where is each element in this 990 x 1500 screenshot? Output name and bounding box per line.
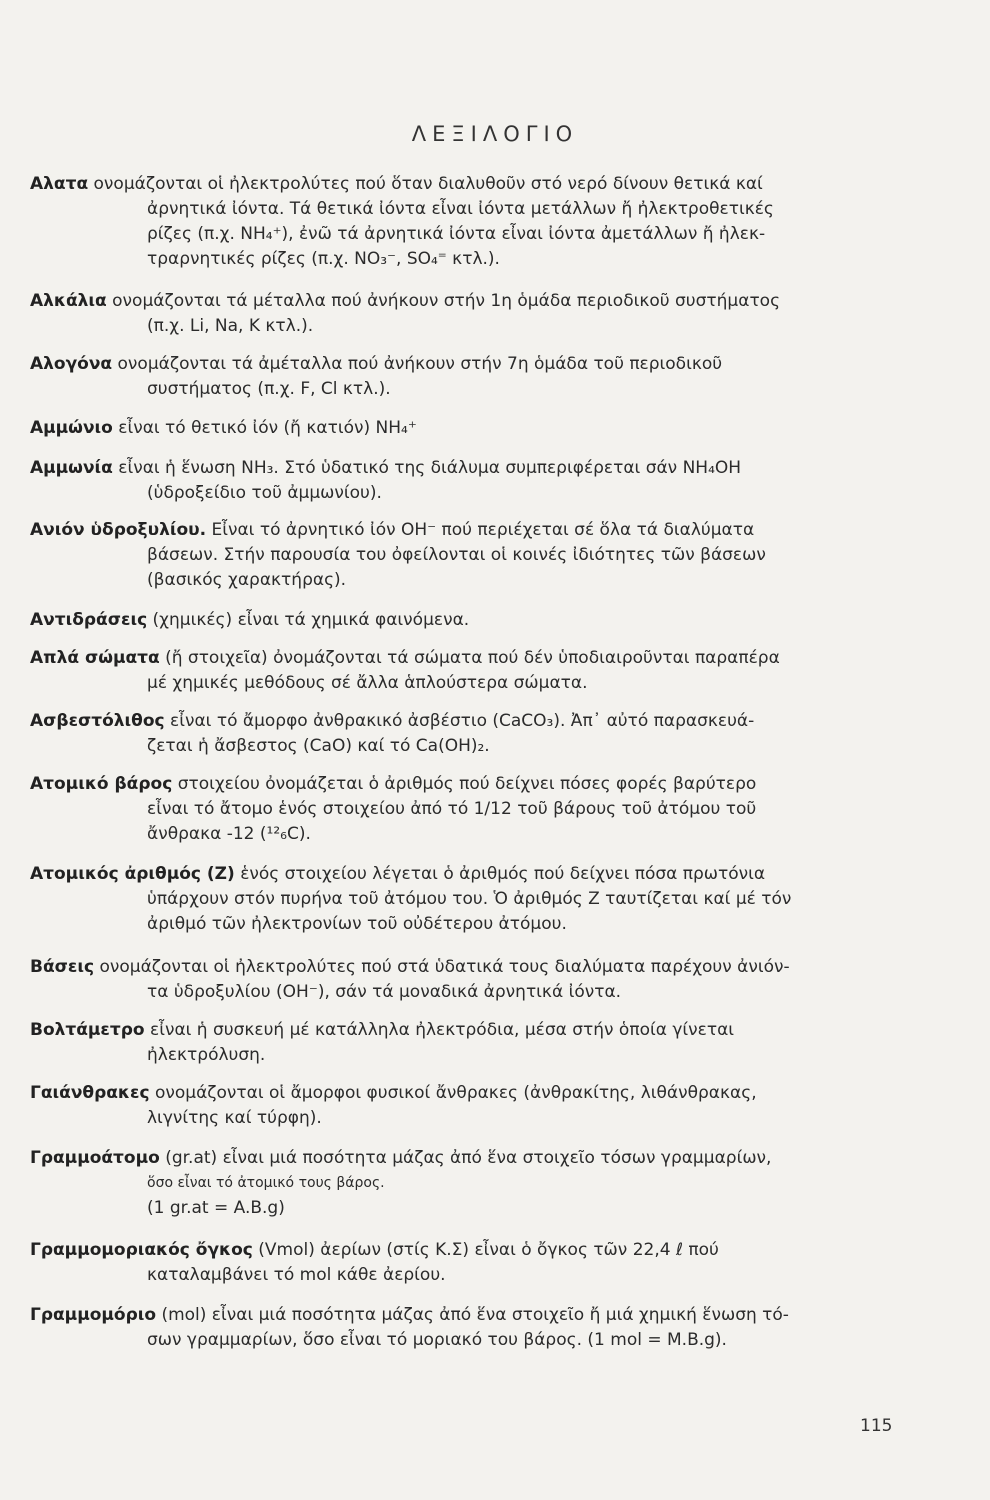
entry-term: Αλατα <box>30 174 89 194</box>
page-title: ΛΕΞΙΛΟΓΙΟ <box>411 122 579 146</box>
glossary-entry <box>30 172 830 272</box>
entry-line: εἶναι τό ἄτομο ἑνός στοιχείου ἀπό τό 1/12 τοῦ βάρους τοῦ ἀτόμου τοῦ <box>147 799 757 819</box>
entry-term: Αντιδράσεις <box>30 610 148 630</box>
entry-term: Βολτάμετρο <box>30 1020 145 1040</box>
entry-line: συστήματος (π.χ. F, Cl κτλ.). <box>147 379 391 399</box>
entry-term: Ανιόν ὑδροξυλίου. <box>30 520 207 540</box>
entry-term: Βάσεις <box>30 957 95 977</box>
entry-line: ονομάζονται οἱ ἠλεκτρολύτες πού ὅταν διαλυθοῦν στό νερό δίνουν θετικά καί <box>93 174 763 194</box>
entry-term: Αλκάλια <box>30 291 107 311</box>
entry-term: Αμμωνία <box>30 458 113 478</box>
entry-line: ἄνθρακα -12 (¹²₆C). <box>147 824 311 844</box>
entry-line: εἶναι τό ἄμορφο ἀνθρακικό ἀσβέστιο (CaCO₃). Ἀπ᾿ αὐτό παρασκευά- <box>170 711 755 731</box>
entry-term: Ασβεστόλιθος <box>30 711 165 731</box>
entry-line: ρίζες (π.χ. NH₄⁺), ἐνῶ τά ἀρνητικά ἰόντα εἶναι ἰόντα ἀμετάλλων ἤ ἠλεκ- <box>147 224 766 244</box>
entry-line: (mol) εἶναι μιά ποσότητα μάζας ἀπό ἕνα στοιχεῖο ἤ μιά χημική ἕνωση τό- <box>161 1305 789 1325</box>
glossary-entry <box>30 1238 830 1288</box>
glossary-entry <box>30 1303 830 1353</box>
entry-line: ἀρνητικά ἰόντα. Τά θετικά ἰόντα εἶναι ἰόντα μετάλλων ἤ ἠλεκτροθετικές <box>147 199 774 219</box>
entry-line: (ἤ στοιχεῖα) ὀνομάζονται τά σώματα πού δέν ὑποδιαιροῦνται παραπέρα <box>165 648 780 668</box>
entry-line: καταλαμβάνει τό mol κάθε ἀερίου. <box>147 1265 446 1285</box>
glossary-entry <box>30 1146 830 1221</box>
entry-line: εἶναι τό θετικό ἰόν (ἤ κατιόν) NH₄⁺ <box>118 418 417 438</box>
entry-line: ὑπάρχουν στόν πυρήνα τοῦ ἀτόμου του. Ὁ ἀριθμός Z ταυτίζεται καί μέ τόν <box>147 889 792 909</box>
glossary-entry <box>30 608 830 633</box>
entry-line: τραρνητικές ρίζες (π.χ. NO₃⁻, SO₄⁼ κτλ.). <box>147 249 500 269</box>
entry-line: (βασικός χαρακτήρας). <box>147 570 347 590</box>
glossary-entry <box>30 709 830 759</box>
page-number: 115 <box>860 1416 893 1436</box>
entry-line: (ὑδροξείδιο τοῦ ἀμμωνίου). <box>147 483 382 503</box>
glossary-entry <box>30 289 830 339</box>
entry-line: ζεται ἡ ἄσβεστος (CaO) καί τό Ca(OH)₂. <box>147 736 490 756</box>
entry-line: Εἶναι τό ἀρνητικό ἰόν OH⁻ πού περιέχεται σέ ὅλα τά διαλύματα <box>211 520 755 540</box>
entry-line: λιγνίτης καί τύρφη). <box>147 1108 322 1128</box>
glossary-entry <box>30 352 830 402</box>
entry-line: τα ὑδροξυλίου (OH⁻), σάν τά μοναδικά ἀρνητικά ἰόντα. <box>147 982 622 1002</box>
glossary-entry <box>30 518 830 593</box>
entry-term: Αμμώνιο <box>30 418 113 438</box>
entry-line: ὅσο εἶναι τό ἀτομικό τους βάρος. <box>147 1175 385 1191</box>
glossary-entry <box>30 955 830 1005</box>
entry-line: (1 gr.at = A.B.g) <box>147 1198 285 1218</box>
entry-term: Αλογόνα <box>30 354 113 374</box>
entry-line: ονομάζονται τά ἀμέταλλα πού ἀνήκουν στήν 7η ὁμάδα τοῦ περιοδικοῦ <box>117 354 723 374</box>
entry-line: σων γραμμαρίων, ὅσο εἶναι τό μοριακό του βάρος. (1 mol = M.B.g). <box>147 1330 727 1350</box>
glossary-entry <box>30 646 830 696</box>
entry-line: βάσεων. Στήν παρουσία του ὀφείλονται οἱ κοινές ἰδιότητες τῶν βάσεων <box>147 545 766 565</box>
entry-line: ονομάζονται οἱ ἄμορφοι φυσικοί ἄνθρακες (ἀνθρακίτης, λιθάνθρακας, <box>154 1083 757 1103</box>
entry-line: εἶναι ἡ ἕνωση NH₃. Στό ὑδατικό της διάλυμα συμπεριφέρεται σάν NH₄OH <box>118 458 742 478</box>
entry-term: Ατομικός ἀριθμός (Z) <box>30 864 235 884</box>
entry-line: στοιχείου ὀνομάζεται ὁ ἀριθμός πού δείχνει πόσες φορές βαρύτερο <box>177 774 757 794</box>
entry-line: (χημικές) εἶναι τά χημικά φαινόμενα. <box>152 610 470 630</box>
glossary-entry <box>30 1081 830 1131</box>
entry-line: μέ χημικές μεθόδους σέ ἄλλα ἁπλούστερα σώματα. <box>147 673 588 693</box>
entry-line: (π.χ. Li, Na, K κτλ.). <box>147 316 314 336</box>
entry-term: Ατομικό βάρος <box>30 774 173 794</box>
entry-line: ονομάζονται οἱ ἠλεκτρολύτες πού στά ὑδατικά τους διαλύματα παρέχουν ἀνιόν- <box>99 957 790 977</box>
entry-term: Γραμμομοριακός ὄγκος <box>30 1240 253 1260</box>
entry-term: Απλά σώματα <box>30 648 160 668</box>
glossary-entry <box>30 862 830 937</box>
glossary-entry <box>30 416 830 441</box>
entry-term: Γαιάνθρακες <box>30 1083 150 1103</box>
glossary-entry <box>30 772 830 847</box>
entry-line: ονομάζονται τά μέταλλα πού ἀνήκουν στήν 1η ὁμάδα περιοδικοῦ συστήματος <box>112 291 781 311</box>
entry-line: εἶναι ἡ συσκευή μέ κατάλληλα ἠλεκτρόδια, μέσα στήν ὁποία γίνεται <box>150 1020 735 1040</box>
entry-line: (gr.at) εἶναι μιά ποσότητα μάζας ἀπό ἕνα στοιχεῖο τόσων γραμμαρίων, <box>165 1148 772 1168</box>
glossary-entry <box>30 1018 830 1068</box>
glossary-entry <box>30 456 830 506</box>
entry-line: ἑνός στοιχείου λέγεται ὁ ἀριθμός πού δείχνει πόσα πρωτόνια <box>240 864 766 884</box>
entry-line: ἀριθμό τῶν ἠλεκτρονίων τοῦ οὐδέτερου ἀτόμου. <box>147 914 567 934</box>
entry-term: Γραμμοάτομο <box>30 1148 160 1168</box>
entry-term: Γραμμομόριο <box>30 1305 157 1325</box>
entry-line: ἠλεκτρόλυση. <box>147 1045 266 1065</box>
entry-line: (Vmol) ἀερίων (στίς K.Σ) εἶναι ὁ ὄγκος τῶν 22,4 ℓ πού <box>258 1240 719 1260</box>
